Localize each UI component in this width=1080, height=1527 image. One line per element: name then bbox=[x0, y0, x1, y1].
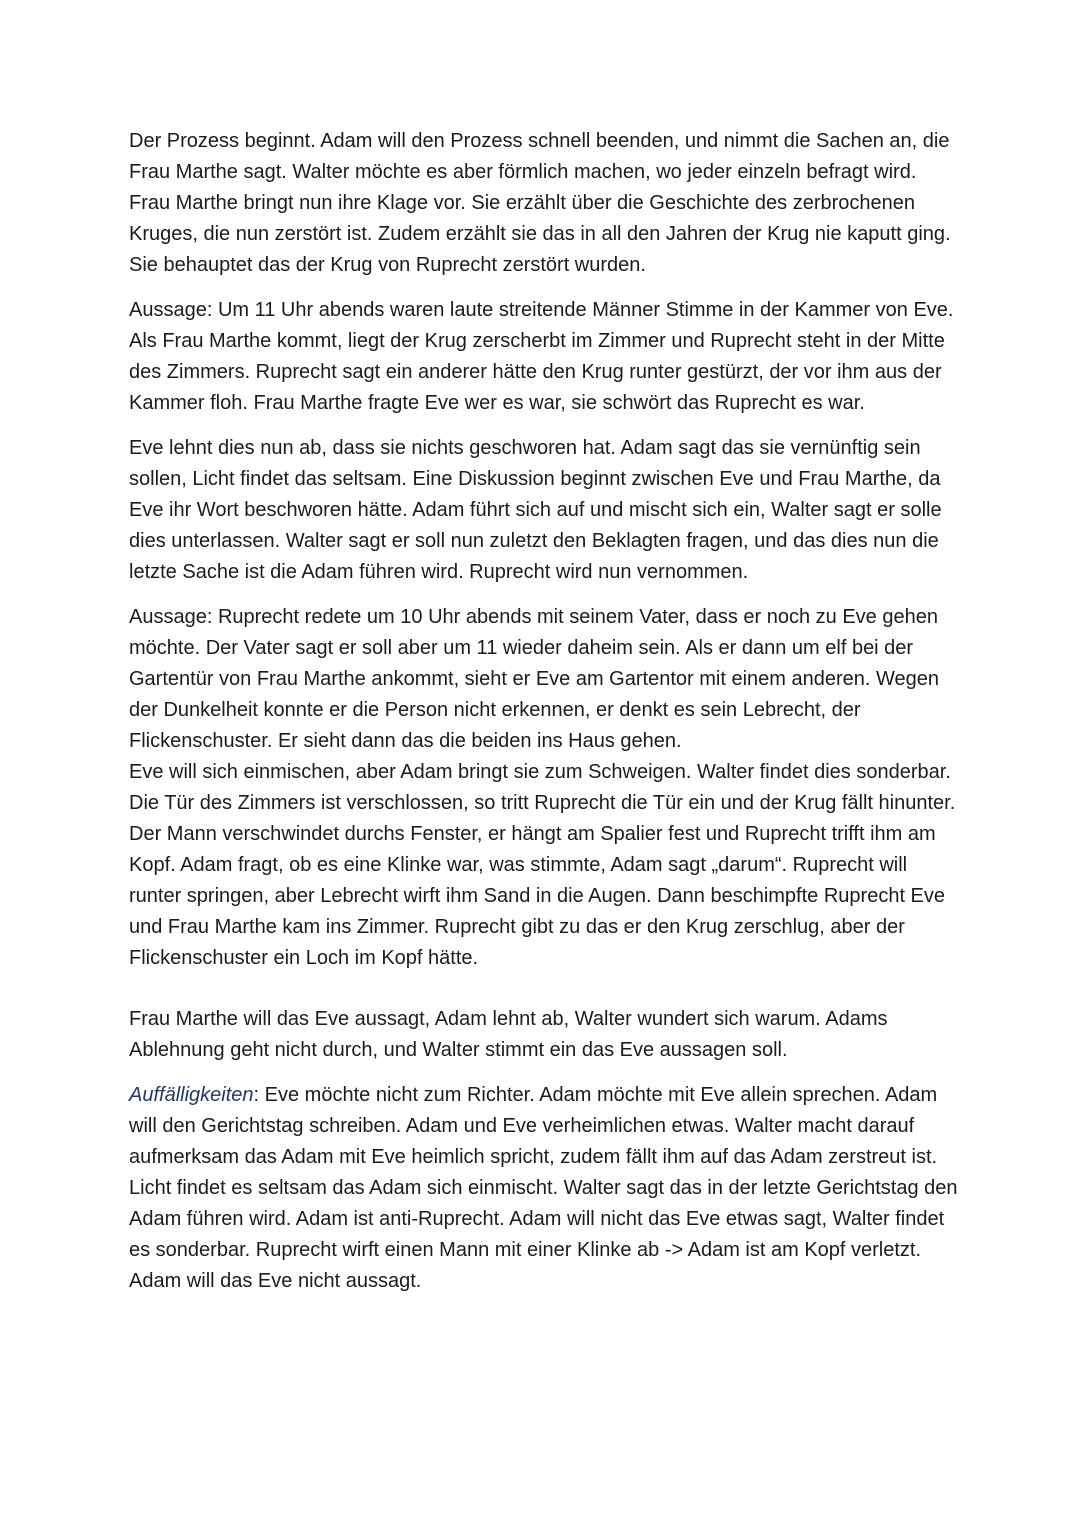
notes-text: Eve möchte nicht zum Richter. Adam möchte mit Eve allein sprechen. Adam will den Gerichtstag schreiben. Adam und Eve verheimlichen etwas. Walter macht darauf aufmerksam das Adam mit Eve heimlich spricht, zudem fällt ihm auf das Adam zerstreut ist. Licht findet es seltsam das Adam sich einmischt. Walter sagt das in der letzte Gerichtstag den Adam führen wird. Adam ist anti-Ruprecht. Adam will nicht das Eve etwas sagt, Walter findet es sonderbar. Ruprecht wirft einen Mann mit einer Klinke ab -> Adam ist am Kopf verletzt. Adam will das Eve nicht aussagt. bbox=[129, 1084, 958, 1292]
paragraph-statement-marthe: Aussage: Um 11 Uhr abends waren laute streitende Männer Stimme in der Kammer von Eve. Als Frau Marthe kommt, liegt der Krug zerscherbt im Zimmer und Ruprecht steht in der Mitte des Zimmers. Ruprecht sagt ein anderer hätte den Krug runter gestürzt, der vor ihm aus der Kammer floh. Frau Marthe fragte Eve wer es war, sie schwört das Ruprecht es war. bbox=[129, 299, 954, 414]
notes-label: Auffälligkeiten bbox=[129, 1084, 254, 1106]
paragraph-process-start: Der Prozess beginnt. Adam will den Prozess schnell beenden, und nimmt die Sachen an, die Frau Marthe sagt. Walter möchte es aber förmlich machen, wo jeder einzeln befragt wird. Frau Marthe bringt nun ihre Klage vor. Sie erzählt über die Geschichte des zerbrochenen Kruges, die nun zerstört ist. Zudem erzählt sie das in all den Jahren der Krug nie kaputt ging. Sie behauptet das der Krug von Ruprecht zerstört wurden. bbox=[129, 130, 951, 276]
paragraph-eve-testimony: Frau Marthe will das Eve aussagt, Adam lehnt ab, Walter wundert sich warum. Adams Ablehnung geht nicht durch, und Walter stimmt ein das Eve aussagen soll. bbox=[129, 1008, 888, 1061]
document-body bbox=[129, 126, 959, 1311]
paragraph-eve-denial: Eve lehnt dies nun ab, dass sie nichts geschworen hat. Adam sagt das sie vernünftig sein sollen, Licht findet das seltsam. Eine Diskussion beginnt zwischen Eve und Frau Marthe, da Eve ihr Wort beschworen hätte. Adam führt sich auf und mischt sich ein, Walter sagt er solle dies unterlassen. Walter sagt er soll nun zuletzt den Beklagten fragen, und das dies nun die letzte Sache ist die Adam führen wird. Ruprecht wird nun vernommen. bbox=[129, 437, 942, 583]
paragraph-statement-ruprecht: Aussage: Ruprecht redete um 10 Uhr abends mit seinem Vater, dass er noch zu Eve gehen möchte. Der Vater sagt er soll aber um 11 wieder daheim sein. Als er dann um elf bei der Gartentür von Frau Marthe ankommt, sieht er Eve am Gartentor mit einem anderen. Wegen der Dunkelheit konnte er die Person nicht erkennen, er denkt es sein Lebrecht, der Flickenschuster. Er sieht dann das die beiden ins Haus gehen. bbox=[129, 606, 939, 752]
paragraph-notes bbox=[129, 1080, 959, 1297]
notes-separator: : bbox=[253, 1084, 265, 1106]
paragraph-ruprecht-continued: Eve will sich einmischen, aber Adam bringt sie zum Schweigen. Walter findet dies sonderbar. Die Tür des Zimmers ist verschlossen, so tritt Ruprecht die Tür ein und der Krug fällt hinunter. Der Mann verschwindet durchs Fenster, er hängt am Spalier fest und Ruprecht trifft ihm am Kopf. Adam fragt, ob es eine Klinke war, was stimmte, Adam sagt „darum“. Ruprecht will runter springen, aber Lebrecht wirft ihm Sand in die Augen. Dann beschimpfte Ruprecht Eve und Frau Marthe kam ins Zimmer. Ruprecht gibt zu das er den Krug zerschlug, aber der Flickenschuster ein Loch im Kopf hätte. bbox=[129, 761, 956, 969]
